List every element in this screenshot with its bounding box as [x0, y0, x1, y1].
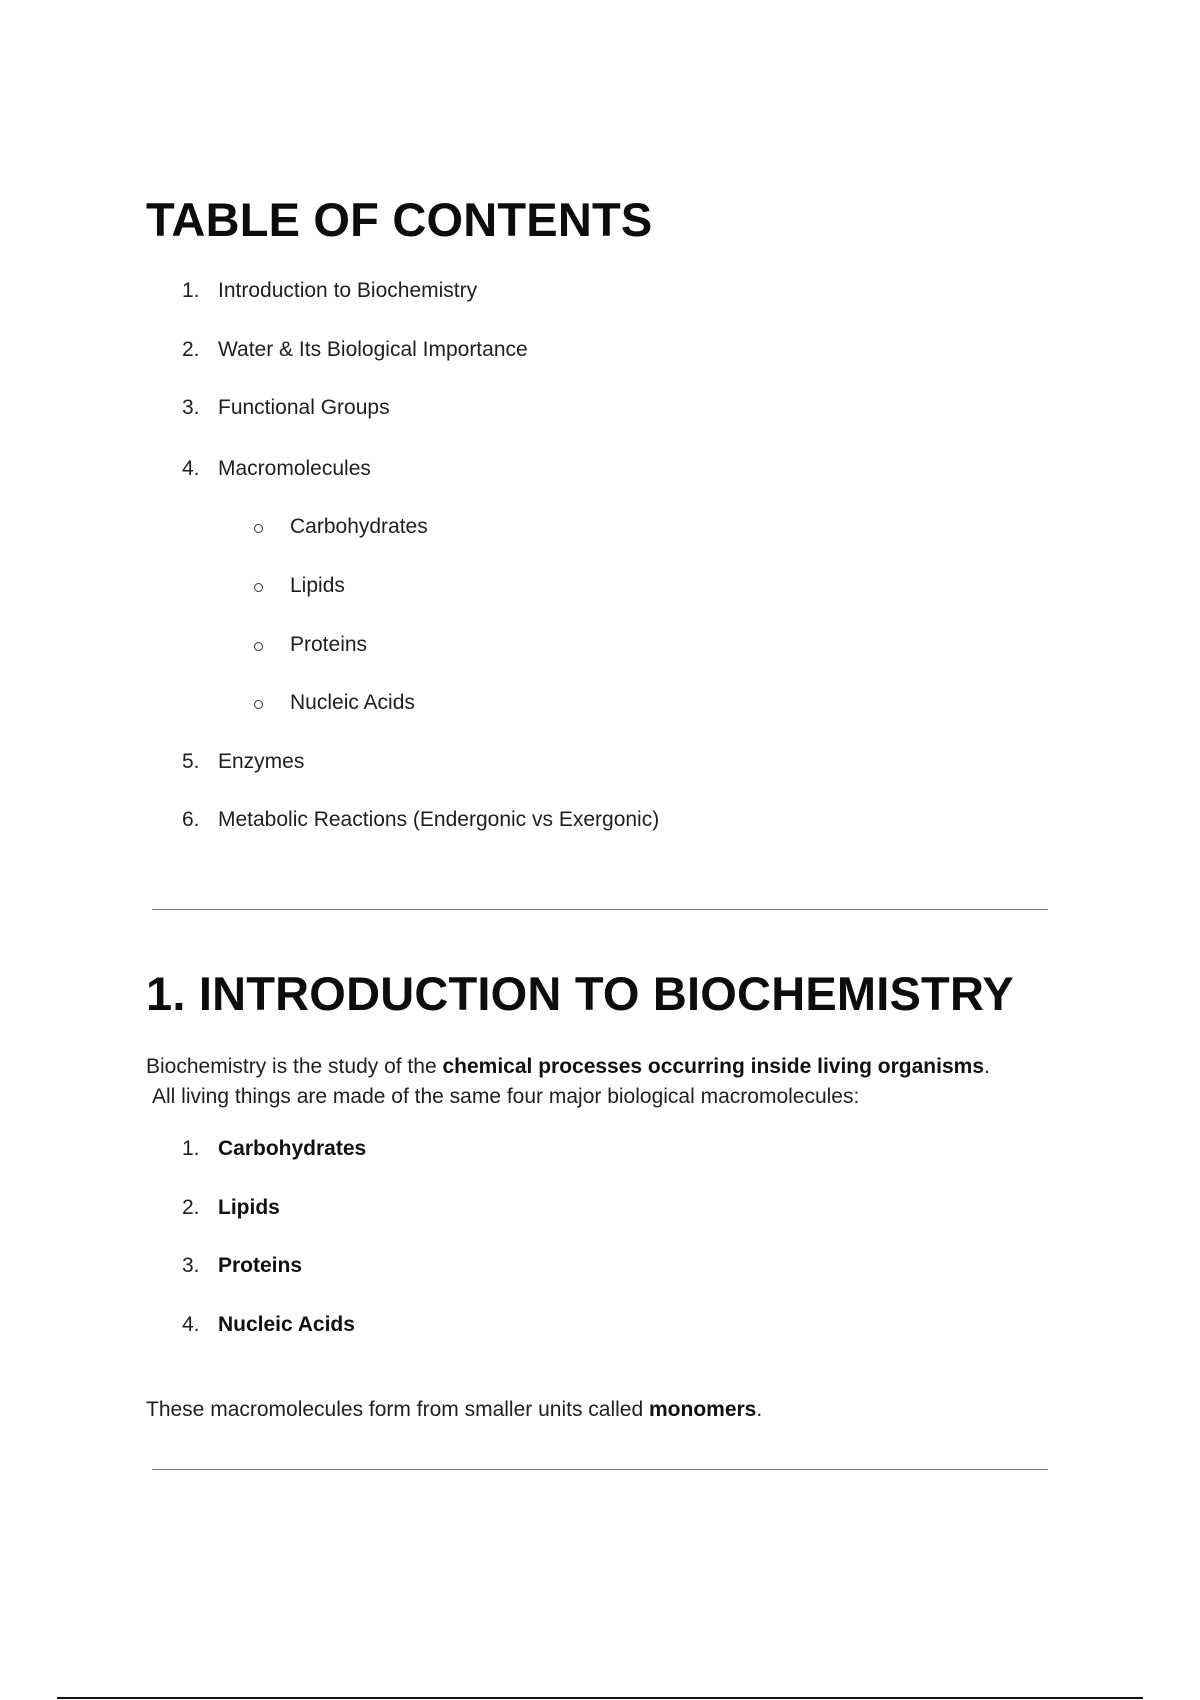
section-divider	[152, 909, 1048, 910]
toc-subitem-label: Lipids	[290, 574, 345, 597]
toc-item	[182, 338, 882, 364]
toc-item-number: 1.	[182, 279, 200, 302]
macromolecule-item	[182, 1137, 882, 1163]
page-bottom-border	[57, 1697, 1143, 1699]
toc-item-label: Water & Its Biological Importance	[218, 338, 528, 361]
section-divider	[152, 1469, 1048, 1470]
toc-heading: TABLE OF CONTENTS	[146, 193, 653, 246]
para-text: Biochemistry is the study of the	[146, 1055, 443, 1078]
list-item-number: 1.	[182, 1137, 200, 1160]
toc-item-label: Metabolic Reactions (Endergonic vs Exergonic)	[218, 808, 660, 831]
intro-paragraph-3	[146, 1398, 762, 1422]
hollow-bullet-icon	[254, 524, 263, 533]
list-item-label: Proteins	[218, 1254, 303, 1277]
toc-subitem-label: Carbohydrates	[290, 515, 428, 538]
toc-item	[182, 396, 882, 422]
list-item-number: 4.	[182, 1313, 200, 1336]
hollow-bullet-icon	[254, 583, 263, 592]
hollow-bullet-icon	[254, 700, 263, 709]
macromolecule-item	[182, 1254, 882, 1280]
para-bold-text: chemical processes occurring inside living organisms	[442, 1055, 984, 1078]
toc-subitem-label: Nucleic Acids	[290, 691, 415, 714]
list-item-label: Carbohydrates	[218, 1137, 367, 1160]
toc-item-number: 5.	[182, 750, 200, 773]
toc-item-label: Introduction to Biochemistry	[218, 279, 478, 302]
toc-subitem	[254, 633, 854, 659]
para-text: .	[984, 1055, 990, 1078]
macromolecule-item	[182, 1313, 882, 1339]
toc-subitem	[254, 515, 854, 541]
macromolecule-item	[182, 1196, 882, 1222]
toc-item-number: 2.	[182, 338, 200, 361]
list-item-label: Lipids	[218, 1196, 280, 1219]
toc-item-label: Functional Groups	[218, 396, 390, 419]
para-text: These macromolecules form from smaller units called	[146, 1398, 649, 1421]
toc-item-label: Macromolecules	[218, 457, 371, 480]
toc-subitem	[254, 691, 854, 717]
toc-subitem-label: Proteins	[290, 633, 368, 656]
para-text: .	[756, 1398, 763, 1421]
para-bold-text: monomers	[649, 1398, 757, 1421]
list-item-number: 2.	[182, 1196, 200, 1219]
intro-paragraph-2: All living things are made of the same four major biological macromolecules:	[152, 1085, 860, 1108]
toc-item	[182, 808, 882, 834]
list-item-label: Nucleic Acids	[218, 1313, 355, 1336]
toc-item	[182, 457, 882, 483]
toc-item	[182, 279, 882, 305]
toc-item-number: 4.	[182, 457, 200, 480]
section-heading: 1. INTRODUCTION TO BIOCHEMISTRY	[146, 967, 1014, 1020]
list-item-number: 3.	[182, 1254, 200, 1277]
toc-subitem	[254, 574, 854, 600]
toc-item	[182, 750, 882, 776]
toc-item-number: 6.	[182, 808, 200, 831]
toc-item-number: 3.	[182, 396, 200, 419]
intro-paragraph-1	[146, 1055, 990, 1079]
toc-item-label: Enzymes	[218, 750, 305, 773]
hollow-bullet-icon	[254, 642, 263, 651]
